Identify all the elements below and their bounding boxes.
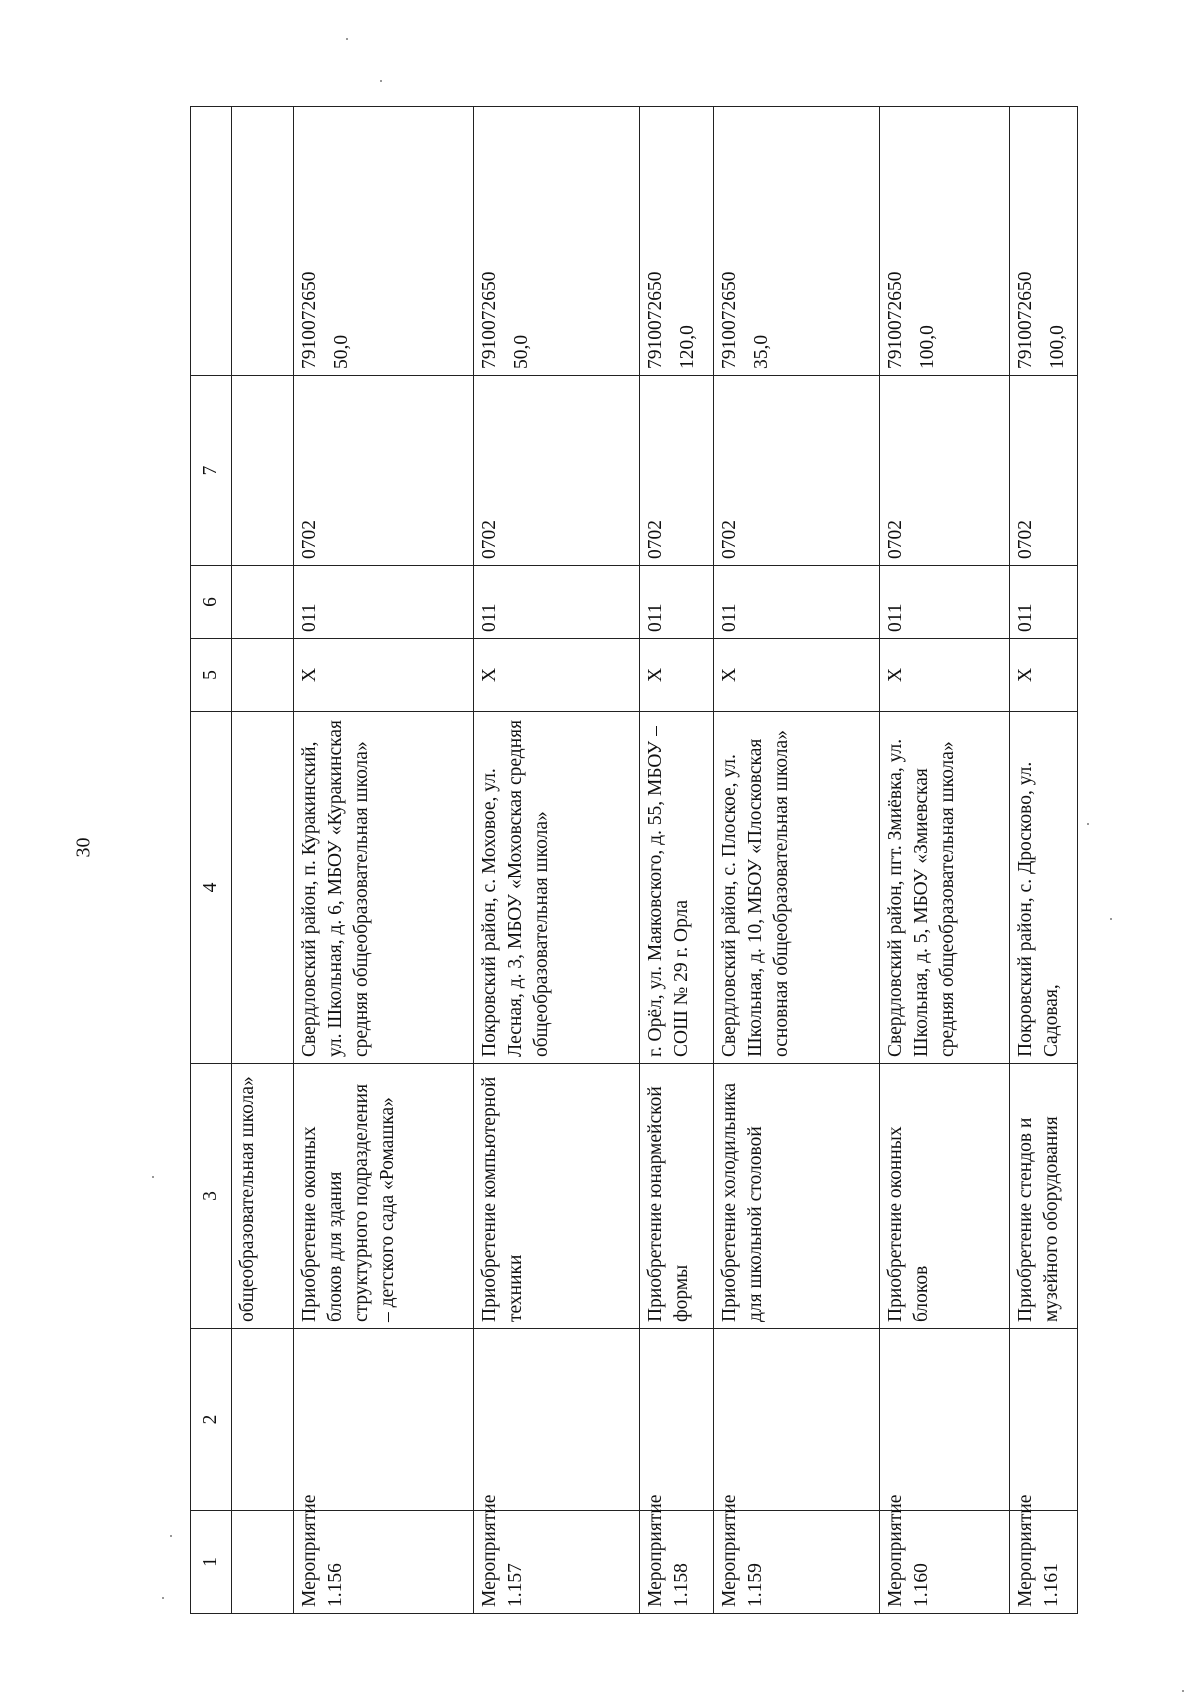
address-cell: общеобразовательная школа» — [232, 1064, 293, 1329]
amount-text: 100,0 — [1047, 325, 1069, 369]
empty-cell — [713, 1329, 879, 1511]
amount-text: 35,0 — [750, 334, 772, 369]
scan-speck — [170, 1535, 172, 1537]
description-cell: Приобретение оконных блоков — [880, 1064, 1010, 1329]
empty-cell — [293, 1329, 473, 1511]
code-a-cell: 011 — [713, 566, 879, 639]
page-number: 30 — [72, 837, 95, 858]
empty-cell — [232, 712, 293, 1064]
table-row — [880, 107, 1010, 1614]
code-a-cell: 011 — [293, 566, 473, 639]
empty-cell — [1010, 1329, 1078, 1511]
code-c-amount-cell — [293, 107, 473, 376]
amount-text: 50,0 — [510, 334, 532, 369]
code-b-cell: 0702 — [639, 376, 713, 566]
scan-speck — [1182, 1690, 1184, 1692]
address-cell: Свердловский район, с. Плоское, ул. Школьная, д. 10, МБОУ «Плосковская основная общеобразовательная школа» — [713, 712, 879, 1064]
scan-speck — [1087, 823, 1089, 825]
scan-speck — [1110, 918, 1112, 920]
mark-cell: X — [473, 639, 639, 712]
mark-cell: X — [880, 639, 1010, 712]
mark-cell: X — [713, 639, 879, 712]
scan-speck — [162, 1597, 164, 1599]
address-cell: Покровский район, с. Моховое, ул. Лесная, д. 3, МБОУ «Моховская средняя общеобразовательная школа» — [473, 712, 639, 1064]
column-number-7: 7 — [191, 376, 232, 566]
amount-text: 50,0 — [330, 334, 352, 369]
code-c-amount-cell — [473, 107, 639, 376]
empty-cell — [232, 376, 293, 566]
code-c-text: 7910072650 — [885, 271, 907, 369]
budget-table — [190, 106, 1078, 1614]
column-number-2: 2 — [191, 1329, 232, 1511]
code-c-text: 7910072650 — [1015, 271, 1037, 369]
code-a-cell: 011 — [1010, 566, 1078, 639]
continuation-row — [232, 107, 293, 1614]
code-c-text: 7910072650 — [718, 271, 740, 369]
amount-text: 100,0 — [917, 325, 939, 369]
empty-cell — [880, 1329, 1010, 1511]
code-a-cell: 011 — [473, 566, 639, 639]
description-cell: Приобретение стендов и музейного оборудования — [1010, 1064, 1078, 1329]
event-cell: Мероприятие 1.158 — [639, 1511, 713, 1614]
event-cell: Мероприятие 1.157 — [473, 1511, 639, 1614]
code-c-text: 7910072650 — [644, 271, 666, 369]
code-b-cell: 0702 — [293, 376, 473, 566]
description-cell: Приобретение оконных блоков для здания структурного подразделения – детского сада «Ромашка» — [293, 1064, 473, 1329]
event-cell — [232, 1511, 293, 1614]
amount-text: 120,0 — [676, 325, 698, 369]
event-cell: Мероприятие 1.161 — [1010, 1511, 1078, 1614]
column-number-row — [191, 107, 232, 1614]
description-cell — [232, 1329, 293, 1511]
code-c-text: 7910072650 — [298, 271, 320, 369]
address-cell: Свердловский район, п. Куракинский, ул. Школьная, д. 6, МБОУ «Куракинская средняя общеобразовательная школа» — [293, 712, 473, 1064]
code-c-amount-cell — [1010, 107, 1078, 376]
rotated-table-container — [190, 107, 1078, 1614]
column-number-3: 3 — [191, 1064, 232, 1329]
code-c-amount-cell — [639, 107, 713, 376]
empty-cell — [232, 107, 293, 376]
table-row — [293, 107, 473, 1614]
code-b-cell: 0702 — [473, 376, 639, 566]
code-a-cell: 011 — [639, 566, 713, 639]
description-cell: Приобретение юнармейской формы — [639, 1064, 713, 1329]
empty-cell — [473, 1329, 639, 1511]
empty-cell — [232, 566, 293, 639]
scan-speck — [346, 38, 348, 40]
description-cell: Приобретение компьютерной техники — [473, 1064, 639, 1329]
mark-cell: X — [293, 639, 473, 712]
scan-speck — [380, 80, 382, 82]
column-number-6: 6 — [191, 566, 232, 639]
code-b-cell: 0702 — [880, 376, 1010, 566]
code-b-cell: 0702 — [1010, 376, 1078, 566]
code-c-amount-cell — [713, 107, 879, 376]
description-cell: Приобретение холодильника для школьной столовой — [713, 1064, 879, 1329]
address-cell: Покровский район, с. Дросково, ул. Садовая, — [1010, 712, 1078, 1064]
code-c-amount-cell — [880, 107, 1010, 376]
event-cell: Мероприятие 1.156 — [293, 1511, 473, 1614]
column-number-5: 5 — [191, 639, 232, 712]
code-b-cell: 0702 — [713, 376, 879, 566]
mark-cell: X — [1010, 639, 1078, 712]
column-number-1: 1 — [191, 1511, 232, 1614]
scan-speck — [152, 1176, 154, 1178]
column-number-4: 4 — [191, 712, 232, 1064]
mark-cell: X — [639, 639, 713, 712]
table-row — [639, 107, 713, 1614]
empty-cell — [639, 1329, 713, 1511]
event-cell: Мероприятие 1.160 — [880, 1511, 1010, 1614]
table-row — [473, 107, 639, 1614]
code-a-cell: 011 — [880, 566, 1010, 639]
code-c-text: 7910072650 — [478, 271, 500, 369]
address-cell: Свердловский район, пгт. Змиёвка, ул. Школьная, д. 5, МБОУ «Змиевская средняя общеобразовательная школа» — [880, 712, 1010, 1064]
column-number-8 — [191, 107, 232, 376]
table-row — [713, 107, 879, 1614]
table-row — [1010, 107, 1078, 1614]
event-cell: Мероприятие 1.159 — [713, 1511, 879, 1614]
empty-cell — [232, 639, 293, 712]
address-cell: г. Орёл, ул. Маяковского, д. 55, МБОУ – СОШ № 29 г. Орла — [639, 712, 713, 1064]
